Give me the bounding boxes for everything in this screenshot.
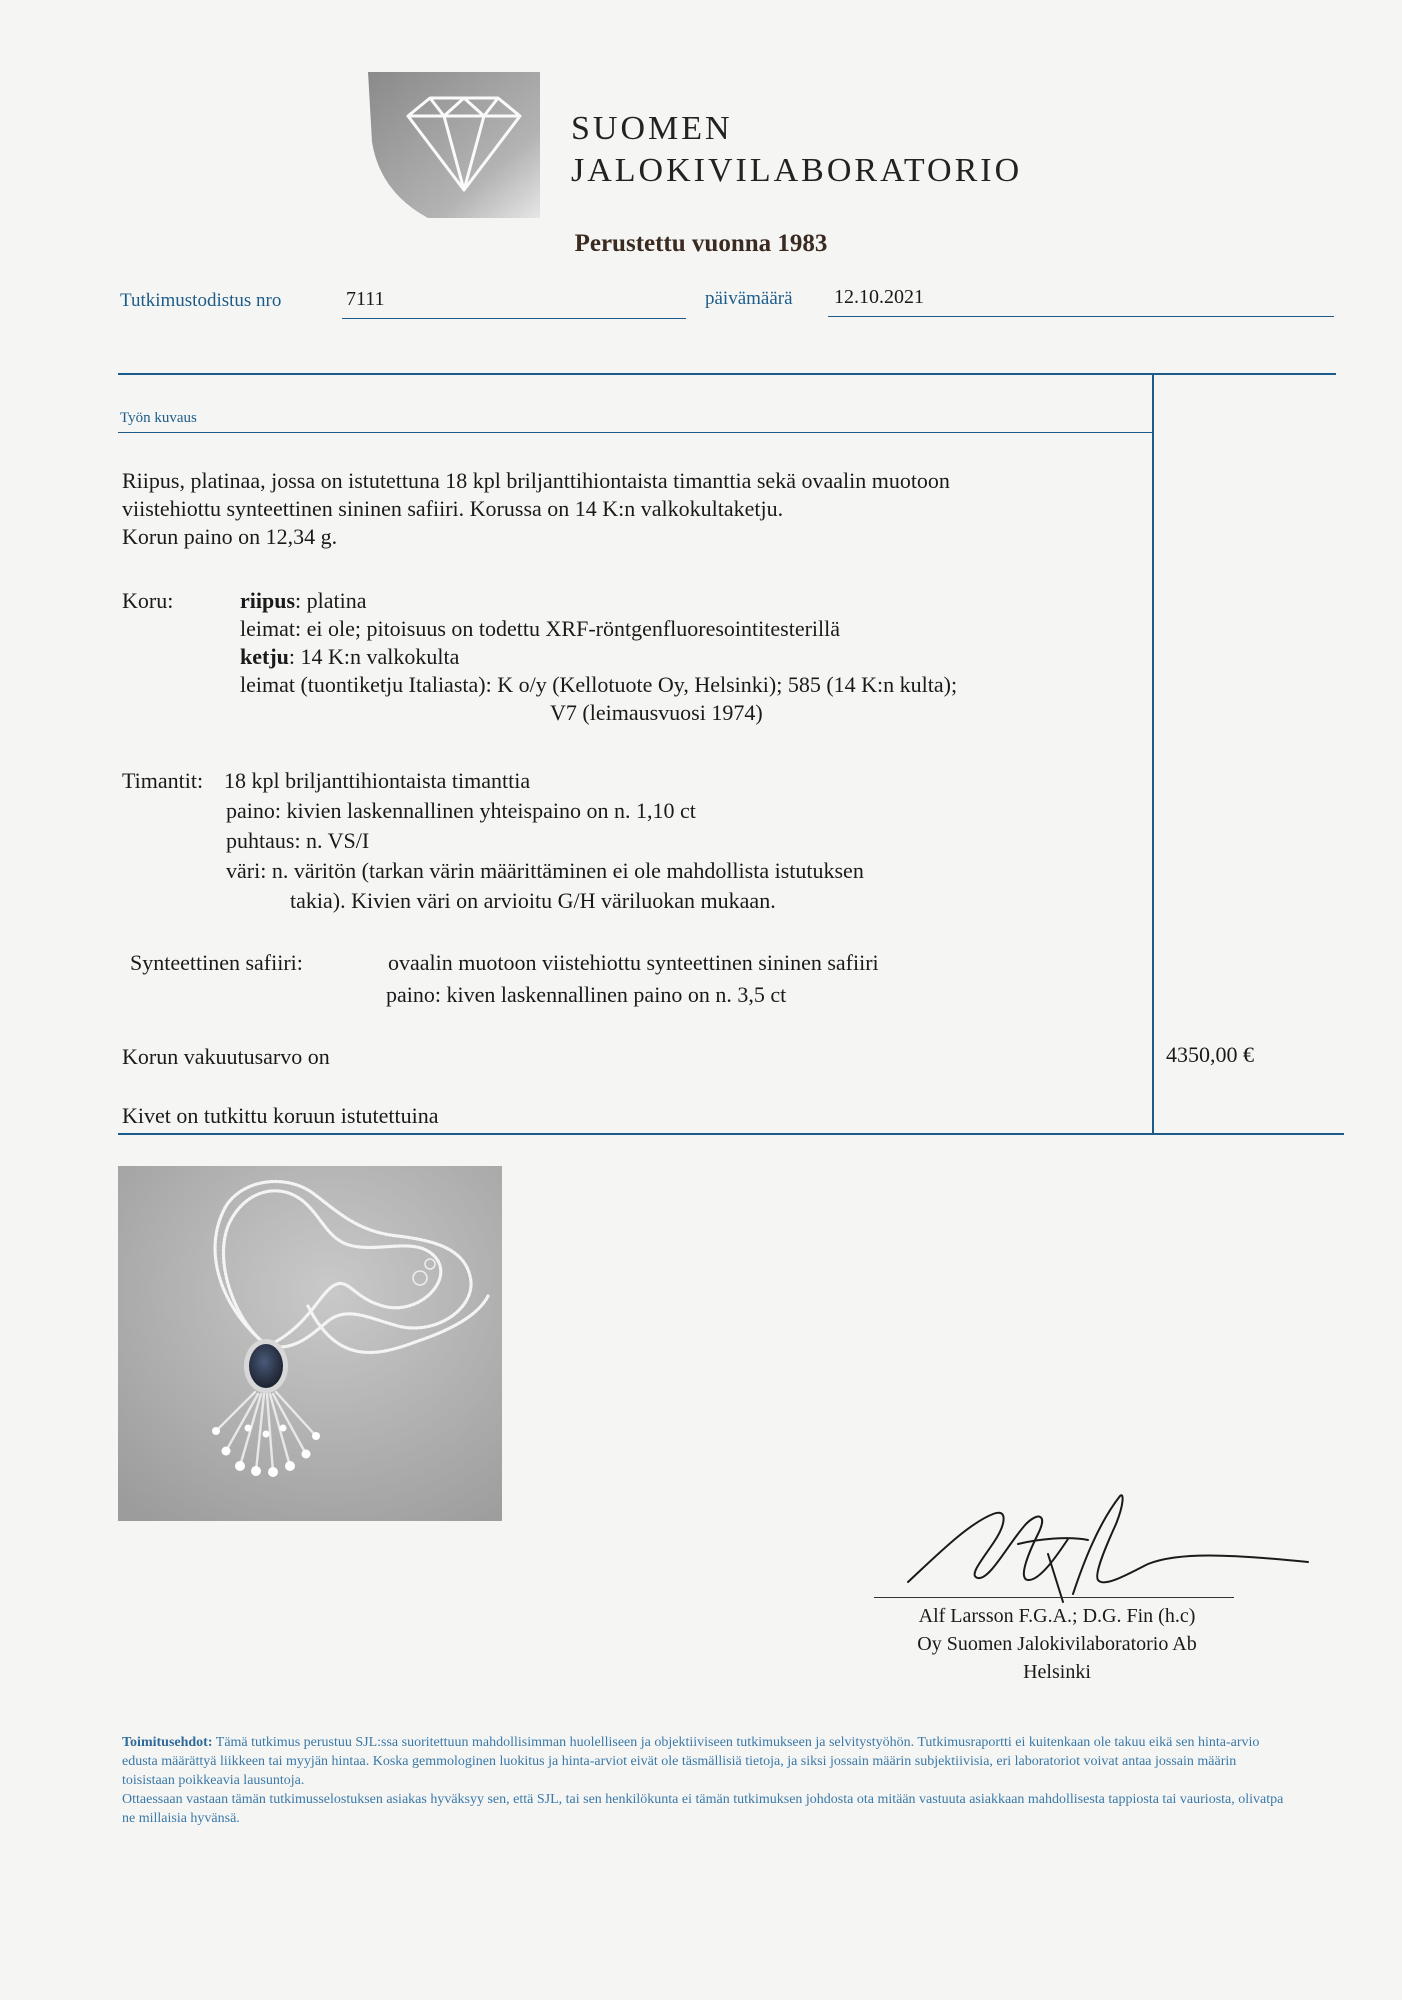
signer-company: Oy Suomen Jalokivilaboratorio Ab <box>917 1633 1197 1655</box>
insurance-value: 4350,00 € <box>1166 1042 1254 1067</box>
terms-text-1: Tämä tutkimus perustuu SJL:ssa suoritettuun mahdollisimman huolelliseen ja objektiiviseen tutkimukseen ja selvitystyöhön. Tutkimusraportti ei kuitenkaan ole takuu eikä sen hinta-arvio edusta määrättyä liikkeen tai myyjän hintaa. Koska gemmologinen luokitus ja hinta-arviot eivät ole täsmällisiä tietoja, ja siksi jossain määrin subjektiivisia, eri laboratoriot voivat antaa jossain määrin toisistaan poikkeavia lausuntoja. <box>122 1735 1260 1788</box>
diamond-logo-icon <box>368 72 540 218</box>
pendant-label: riipus <box>240 588 296 613</box>
chain-marks-2: V7 (leimausvuosi 1974) <box>550 700 763 725</box>
number-underline <box>342 318 686 319</box>
founded-heading: Perustettu vuonna 1983 <box>574 230 828 257</box>
pendant-value: : platina <box>295 588 367 613</box>
certificate-number-label: Tutkimustodistus nro <box>120 290 282 311</box>
chain-marks: leimat (tuontiketju Italiasta): K o/y (Kellotuote Oy, Helsinki); 585 (14 K:n kulta); <box>240 672 958 697</box>
examination-note: Kivet on tutkittu koruun istutettuina <box>122 1103 439 1128</box>
date-underline <box>828 316 1334 317</box>
sapphire-description: ovaalin muotoon viistehiottu synteettinen sininen safiiri <box>388 950 879 975</box>
diamonds-weight: paino: kivien laskennallinen yhteispaino on n. 1,10 ct <box>226 798 696 823</box>
diamonds-label: Timantit: <box>122 768 204 793</box>
description-line-2: viistehiottu synteettinen sininen safiiri. Korussa on 14 K:n valkokultaketju. <box>122 496 784 521</box>
sapphire-weight: paino: kiven laskennallinen paino on n. 3,5 ct <box>386 982 787 1007</box>
lab-name-line2: JALOKIVILABORATORIO <box>571 152 1023 189</box>
certificate-date: 12.10.2021 <box>834 286 924 308</box>
insurance-label: Korun vakuutusarvo on <box>122 1044 330 1069</box>
description-line-3: Korun paino on 12,34 g. <box>122 524 338 549</box>
sapphire-label: Synteettinen safiiri: <box>130 950 303 975</box>
pendant-marks: leimat: ei ole; pitoisuus on todettu XRF-röntgenfluoresointitesterillä <box>240 616 841 641</box>
description-line-1: Riipus, platinaa, jossa on istutettuna 18 kpl briljanttihiontaista timanttia sekä ovaalin muotoon <box>122 468 950 493</box>
chain-value: : 14 K:n valkokulta <box>288 644 460 669</box>
koru-label: Koru: <box>122 588 174 613</box>
chain-label: ketju <box>240 644 289 669</box>
pendant-line <box>240 587 367 615</box>
signature-line <box>874 1597 1234 1598</box>
pendant-photo <box>118 1166 502 1521</box>
terms-title: Toimitusehdot: <box>122 1735 213 1750</box>
chain-line <box>240 643 459 671</box>
table-bottom-line <box>118 1133 1344 1135</box>
handwritten-signature <box>898 1484 1318 1610</box>
date-label: päivämäärä <box>705 288 793 309</box>
table-divider <box>1152 374 1154 1134</box>
diamonds-clarity: puhtaus: n. VS/I <box>226 828 370 853</box>
diamonds-count: 18 kpl briljanttihiontaista timanttia <box>224 768 531 793</box>
work-description-label: Työn kuvaus <box>120 410 197 426</box>
terms-paragraph-1 <box>122 1733 1284 1790</box>
lab-name <box>571 108 1022 192</box>
certificate-number: 7111 <box>346 288 385 310</box>
signer-name: Alf Larsson F.G.A.; D.G. Fin (h.c) <box>918 1605 1196 1627</box>
terms-text-2: Ottaessaan vastaan tämän tutkimusselostuksen asiakas hyväksyy sen, että SJL, tai sen henkilökunta ei tämän tutkimuksen johdosta ota mitään vastuuta asiakkaan mahdollisesta tappiosta tai vauriosta, olivatpa ne millaisia hyvänsä. <box>122 1792 1284 1826</box>
header-underline <box>118 432 1154 433</box>
signer-city: Helsinki <box>1023 1661 1091 1683</box>
lab-name-line1: SUOMEN <box>571 110 733 147</box>
diamonds-color-2: takia). Kivien väri on arvioitu G/H väriluokan mukaan. <box>290 888 776 913</box>
terms-of-delivery <box>122 1733 1284 1828</box>
lab-logo <box>368 72 1048 222</box>
diamonds-color: väri: n. väritön (tarkan värin määrittäminen ei ole mahdollista istutuksen <box>226 858 864 883</box>
